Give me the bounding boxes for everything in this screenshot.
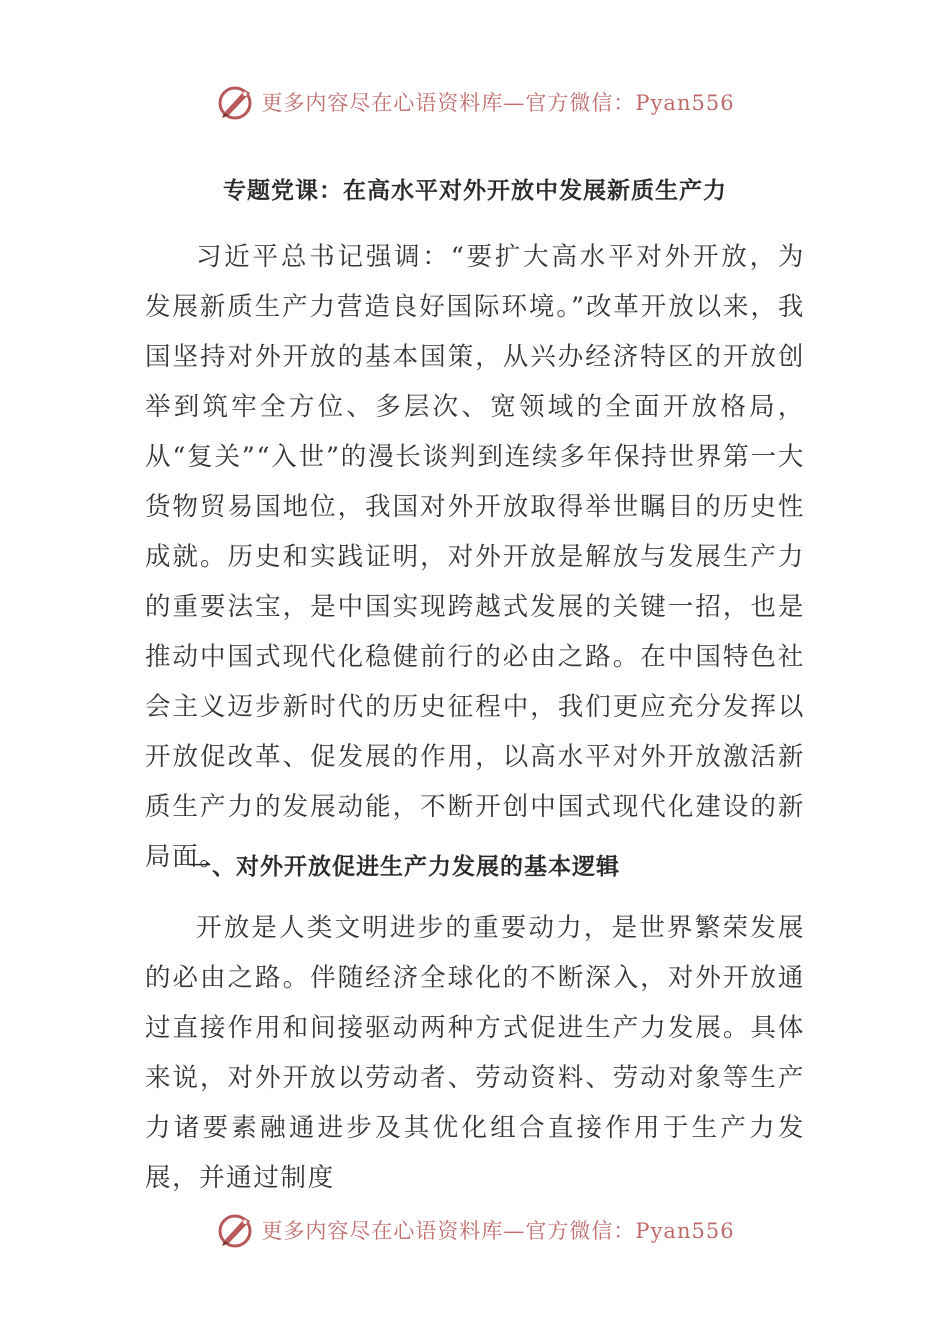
section-heading-1: 一、对外开放促进生产力发展的基本逻辑 [188,854,620,880]
header-watermark-banner [0,80,950,124]
document-title: 专题党课：在高水平对外开放中发展新质生产力 [223,178,727,204]
pen-logo-icon [215,1210,255,1250]
pen-logo-icon [215,82,255,122]
banner-text: 更多内容尽在心语资料库—官方微信：Pyan556 [261,91,735,115]
paragraph-section-1: 开放是人类文明进步的重要动力，是世界繁荣发展的必由之路。伴随经济全球化的不断深入，对外开放通过直接作用和间接驱动两种方式促进生产力发展。具体来说，对外开放以劳动者、劳动资料、劳动对象等生产力诸要素融通进步及其优化组合直接作用于生产力发展，并通过制度 [145,913,805,1193]
banner-text: 更多内容尽在心语资料库—官方微信：Pyan556 [261,1219,735,1243]
footer-watermark-banner [0,1208,950,1252]
paragraph-intro: 习近平总书记强调：“要扩大高水平对外开放，为发展新质生产力营造良好国际环境。”改革开放以来，我国坚持对外开放的基本国策，从兴办经济特区的开放创举到筑牢全方位、多层次、宽领域的全面开放格局，从“复关”“入世”的漫长谈判到连续多年保持世界第一大货物贸易国地位，我国对外开放取得举世瞩目的历史性成就。历史和实践证明，对外开放是解放与发展生产力的重要法宝，是中国实现跨越式发展的关键一招，也是推动中国式现代化稳健前行的必由之路。在中国特色社会主义迈步新时代的历史征程中，我们更应充分发挥以开放促改革、促发展的作用，以高水平对外开放激活新质生产力的发展动能，不断开创中国式现代化建设的新局面。 [145,242,805,872]
